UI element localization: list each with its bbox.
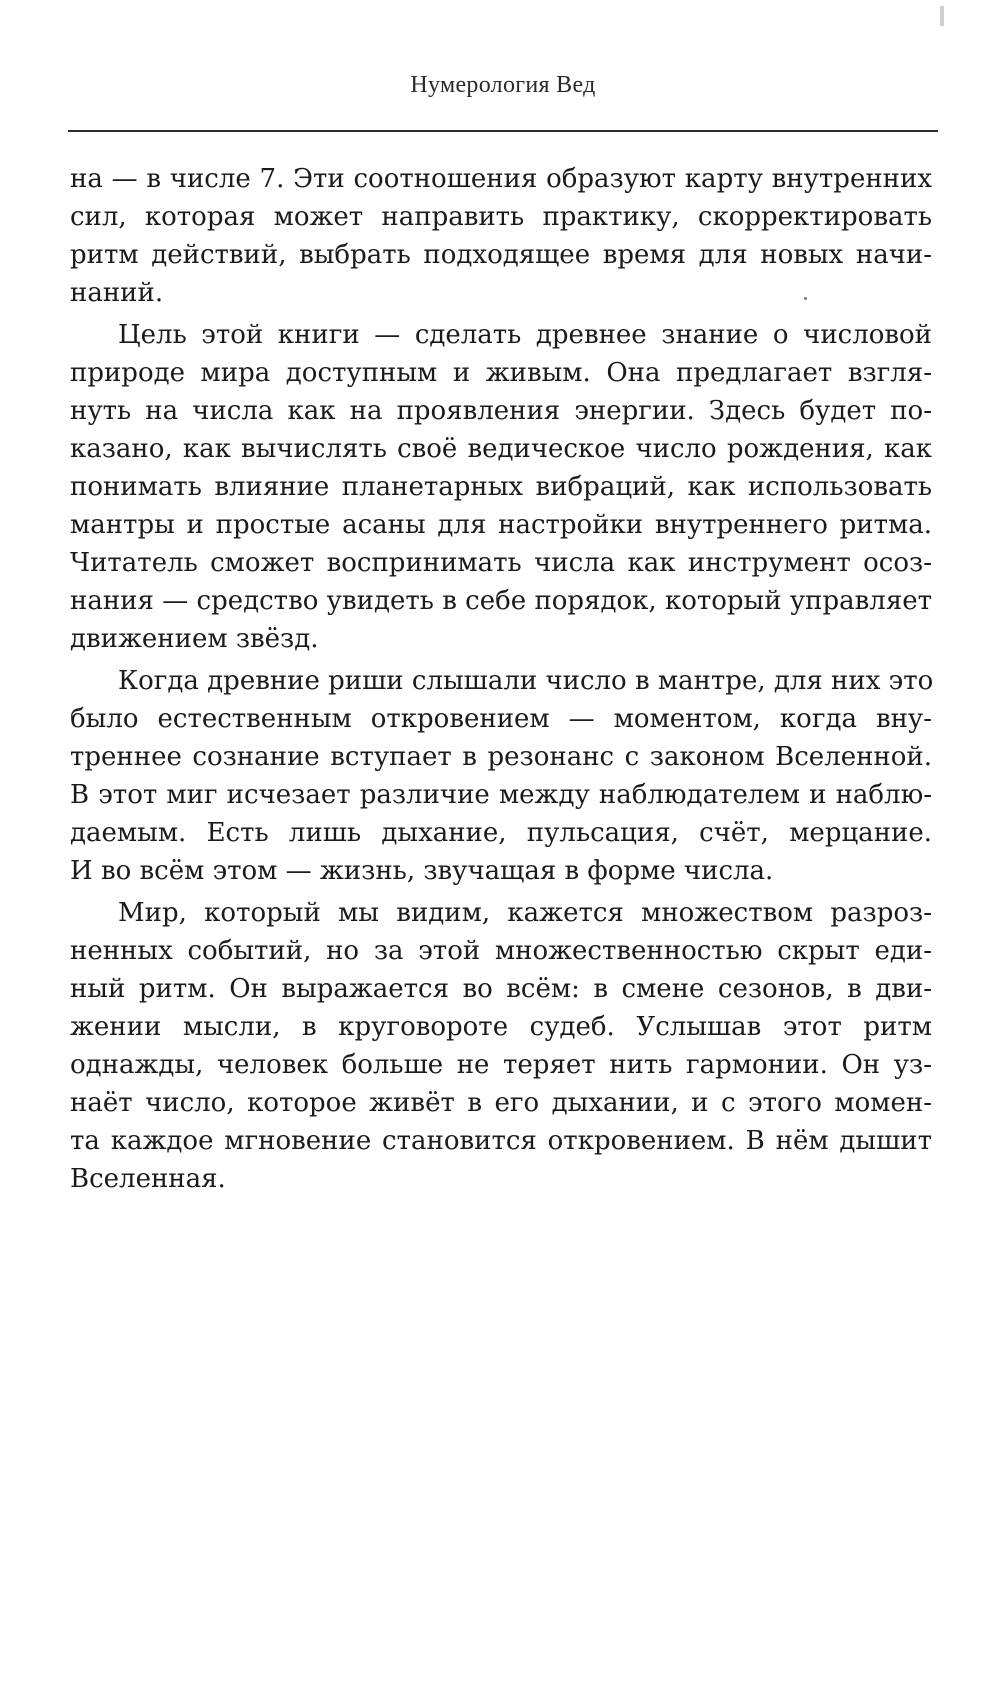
- text-line: ный ритм. Он выражается во всём: в смене сезонов, в дви-: [70, 974, 932, 1004]
- paragraph-4: [70, 894, 932, 1198]
- text-line: природе мира доступным и живым. Она предлагает взгля-: [70, 358, 932, 388]
- text-line: наёт число, которое живёт в его дыхании, и с этого момен-: [70, 1088, 932, 1118]
- text-line: та каждое мгновение становится откровением. В нём дышит: [70, 1126, 932, 1156]
- text-line: нуть на числа как на проявления энергии. Здесь будет по-: [70, 396, 932, 426]
- text-line: ритм действий, выбрать подходящее время для новых начи-: [70, 240, 932, 270]
- header-rule: [68, 130, 938, 132]
- text-line: треннее сознание вступает в резонанс с законом Вселенной.: [70, 742, 932, 772]
- scan-edge-mark: [940, 6, 944, 26]
- text-line: казано, как вычислять своё ведическое число рождения, как: [70, 434, 932, 464]
- text-line: нания — средство увидеть в себе порядок, который управляет: [70, 586, 932, 616]
- running-header: Нумерология Вед: [410, 72, 596, 98]
- text-line: даемым. Есть лишь дыхание, пульсация, счёт, мерцание.: [70, 818, 932, 848]
- text-line: Мир, который мы видим, кажется множеством разроз-: [118, 898, 932, 928]
- text-line: Читатель сможет воспринимать числа как инструмент осоз-: [70, 548, 932, 578]
- text-line: Цель этой книги — сделать древнее знание о числовой: [118, 320, 932, 350]
- paragraph-3: [70, 662, 932, 890]
- text-line: на — в числе 7. Эти соотношения образуют карту внутренних: [70, 164, 932, 194]
- text-line: Вселенная.: [70, 1164, 226, 1194]
- paragraph-2: [70, 316, 932, 658]
- paragraph-1: [70, 160, 932, 312]
- text-line: Когда древние риши слышали число в мантре, для них это: [118, 666, 934, 696]
- text-line: жении мысли, в круговороте судеб. Услышав этот ритм: [70, 1012, 932, 1042]
- text-line: мантры и простые асаны для настройки внутреннего ритма.: [70, 510, 932, 540]
- text-line: движением звёзд.: [70, 624, 319, 654]
- text-line: И во всём этом — жизнь, звучащая в форме числа.: [70, 856, 774, 886]
- body-text: [70, 160, 932, 1202]
- text-line: было естественным откровением — моментом, когда вну-: [70, 704, 932, 734]
- text-line: понимать влияние планетарных вибраций, как использовать: [70, 472, 932, 502]
- text-line: сил, которая может направить практику, скорректировать: [70, 202, 932, 232]
- text-line: ненных событий, но за этой множественностью скрыт еди-: [70, 936, 932, 966]
- text-line: наний.: [70, 278, 164, 308]
- text-line: однажды, человек больше не теряет нить гармонии. Он уз-: [70, 1050, 932, 1080]
- text-line: В этот миг исчезает различие между наблюдателем и наблю-: [70, 780, 932, 810]
